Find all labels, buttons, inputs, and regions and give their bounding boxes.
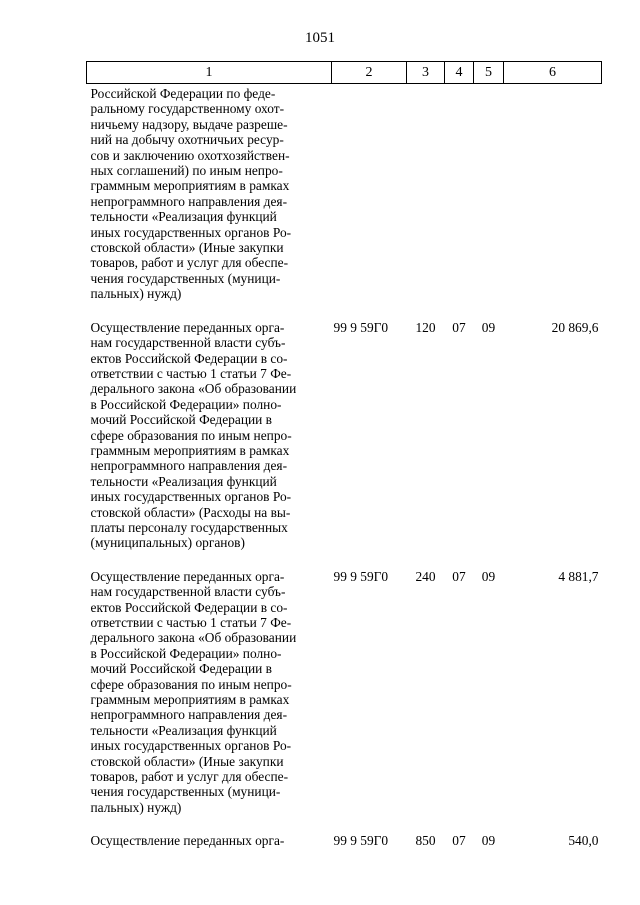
table-row: [87, 318, 602, 567]
description-line: чения государственных (муници-: [90, 784, 281, 800]
table-row: [87, 84, 602, 318]
description-line: тельности «Реализация функций: [90, 473, 277, 489]
description-line: граммным мероприятиям в рамках: [90, 442, 290, 458]
page-number: 1051: [305, 30, 335, 46]
description-line: непрограммного направления дея-: [90, 707, 288, 723]
target-article-code: 99 9 59Г0: [333, 568, 389, 584]
description-line: ральному государственному охот-: [90, 101, 285, 117]
description-line: ответствии с частью 1 статьи 7 Фе-: [90, 365, 292, 381]
row-description: [87, 84, 332, 318]
subsection-code: [474, 84, 504, 318]
description-line: мочий Российской Федерации в: [90, 661, 272, 677]
description-line: Российской Федерации по феде-: [90, 86, 276, 101]
description-line: Осуществление переданных орга-: [90, 319, 285, 335]
description-line: нам государственной власти субъ-: [90, 584, 286, 600]
description-line: ектов Российской Федерации в со-: [90, 350, 288, 366]
header-cell-5: 5: [474, 62, 504, 84]
description-line: в Российской Федерации» полно-: [90, 396, 282, 412]
section-code: [445, 84, 474, 318]
description-line: товаров, работ и услуг для обеспе-: [90, 769, 289, 785]
description-line: граммным мероприятиям в рамках: [90, 692, 290, 708]
description-line: нам государственной власти субъ-: [90, 335, 286, 351]
section-code: 07: [452, 319, 466, 335]
header-cell-4: 4: [445, 62, 474, 84]
description-line: непрограммного направления дея-: [90, 458, 288, 474]
table-row: [87, 567, 602, 832]
header-cell-2: 2: [332, 62, 407, 84]
description-line: товаров, работ и услуг для обеспе-: [90, 255, 289, 271]
description-line: ничьему надзору, выдаче разреше-: [90, 116, 288, 132]
description-line: стовской области» (Расходы на вы-: [90, 504, 291, 520]
header-cell-6: 6: [504, 62, 602, 84]
table-header-row: [87, 62, 602, 84]
description-line: граммным мероприятиям в рамках: [90, 178, 290, 194]
table-body: [87, 84, 602, 865]
description-line: ектов Российской Федерации в со-: [90, 599, 288, 615]
amount: 540,0: [568, 833, 599, 849]
expense-type-code: 120: [415, 319, 436, 335]
description-line: чения государственных (муници-: [90, 270, 281, 286]
expense-type-code: 240: [415, 568, 436, 584]
subsection-code: 09: [481, 833, 496, 849]
description-line: иных государственных органов Ро-: [90, 489, 292, 505]
description-line: платы персоналу государственных: [90, 519, 288, 535]
row-description: [87, 831, 332, 864]
description-line: непрограммного направления дея-: [90, 193, 288, 209]
description-line: ответствии с частью 1 статьи 7 Фе-: [90, 615, 292, 630]
description-line: пальных) нужд): [90, 799, 182, 815]
description-line: мочий Российской Федерации в: [90, 412, 272, 428]
header-cell-1: 1: [87, 62, 332, 84]
row-description: [87, 318, 332, 567]
expense-type-code: 850: [415, 833, 436, 849]
amount: 20 869,6: [551, 319, 599, 335]
budget-table: [86, 61, 602, 865]
description-line: пальных) нужд): [90, 286, 182, 302]
description-line: Осуществление переданных орга-: [90, 568, 285, 584]
description-line: сфере образования по иным непро-: [90, 427, 292, 443]
description-line: тельности «Реализация функций: [90, 209, 277, 225]
target-article-code: 99 9 59Г0: [333, 833, 389, 849]
description-line: (муниципальных) органов): [90, 535, 245, 551]
expense-type-code: [407, 84, 445, 318]
section-code: 07: [452, 568, 466, 584]
description-line: в Российской Федерации» полно-: [90, 645, 282, 661]
description-line: тельности «Реализация функций: [90, 722, 277, 738]
header-cell-3: 3: [407, 62, 445, 84]
description-line: ных соглашений) по иным непро-: [90, 163, 283, 179]
table-row: [87, 831, 602, 864]
description-line: ний на добычу охотничьих ресур-: [90, 132, 284, 148]
description-line: Осуществление переданных орга-: [90, 833, 285, 849]
description-line: дерального закона «Об образовании: [90, 630, 297, 646]
description-line: иных государственных органов Ро-: [90, 738, 292, 754]
description-line: иных государственных органов Ро-: [90, 224, 292, 240]
description-line: дерального закона «Об образовании: [90, 381, 297, 397]
description-line: сфере образования по иным непро-: [90, 676, 292, 692]
subsection-code: 09: [481, 568, 496, 584]
amount: [504, 84, 602, 318]
subsection-code: 09: [481, 319, 496, 335]
description-line: сов и заключению охотхозяйствен-: [90, 147, 290, 163]
amount: 4 881,7: [558, 568, 599, 584]
row-description: [87, 567, 332, 832]
description-line: стовской области» (Иные закупки: [90, 240, 284, 256]
section-code: 07: [452, 833, 466, 849]
target-article-code: 99 9 59Г0: [333, 319, 389, 335]
target-article-code: [332, 84, 407, 318]
description-line: стовской области» (Иные закупки: [90, 753, 284, 769]
